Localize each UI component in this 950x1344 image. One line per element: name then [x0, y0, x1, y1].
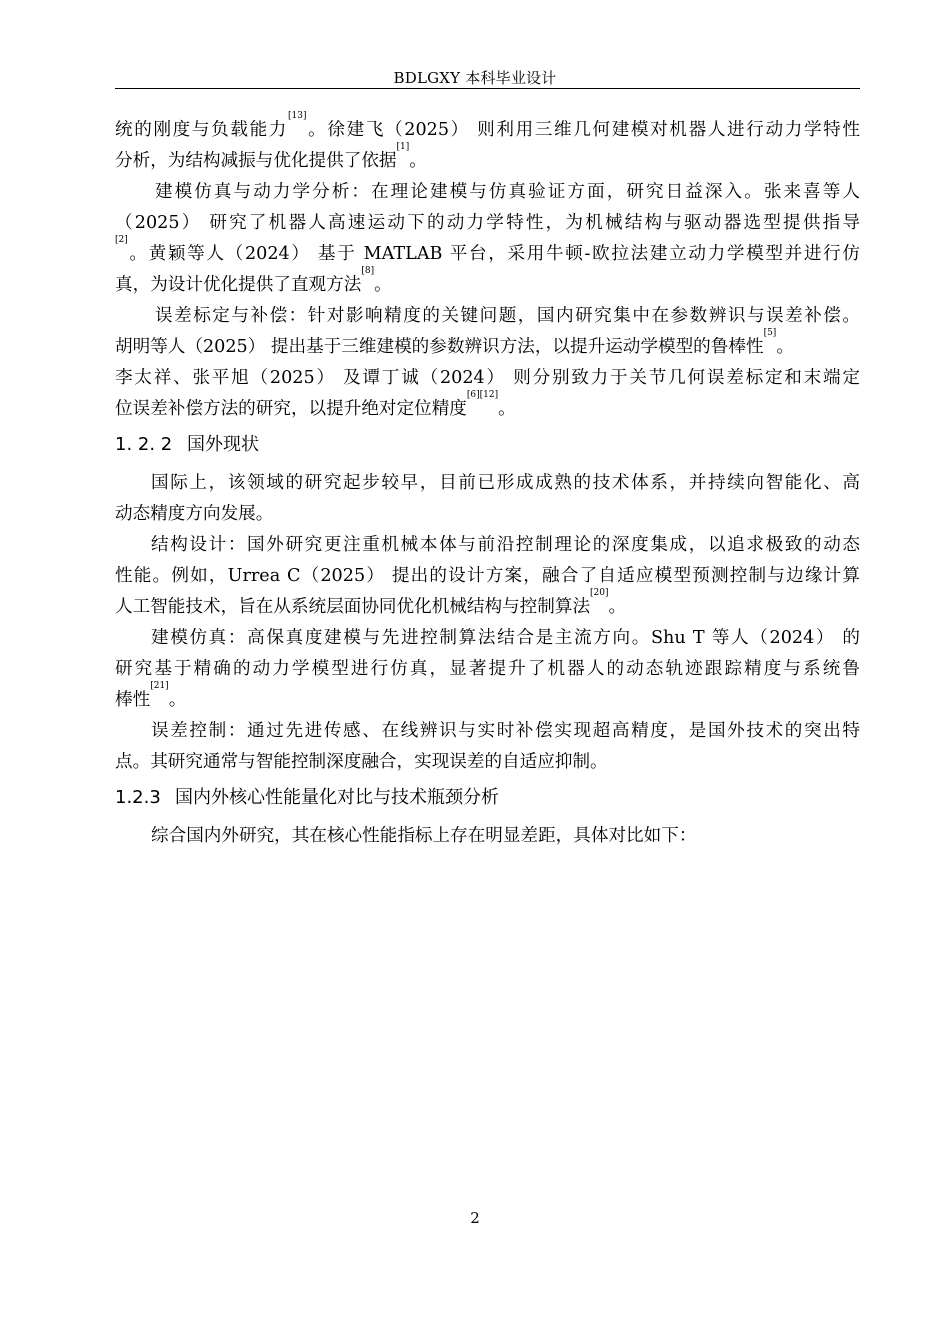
text-run: 建模仿真与动力学分析：在理论建模与仿真验证方面，研究日益深入。张来喜等人 [155, 182, 860, 202]
text-line [115, 390, 860, 421]
text-line [115, 824, 860, 848]
citation: [6][12] [466, 390, 499, 400]
text-run: 。 [498, 399, 516, 419]
text-run: 。 [409, 151, 427, 171]
citation: [20] [590, 588, 609, 598]
text-run: 。徐建飞（2025） 则利用三维几何建模对机器人进行动力学特性 [306, 120, 860, 140]
section-heading-1-2-3 [115, 786, 860, 810]
text-run: 李太祥、张平旭（2025） 及谭丁诚（2024） 则分别致力于关节几何误差标定和末端定 [115, 368, 860, 388]
paragraph-8 [115, 824, 860, 848]
section-title: 国内外核心性能量化对比与技术瓶颈分析 [175, 787, 499, 808]
paragraph-5 [115, 533, 860, 619]
text-line [115, 211, 860, 235]
text-run: 点。其研究通常与智能控制深度融合，实现误差的自适应抑制。 [115, 752, 608, 772]
text-line [115, 235, 860, 266]
text-run: 误差标定与补偿：针对影响精度的关键问题，国内研究集中在参数辨识与误差补偿。 [155, 306, 860, 326]
text-line [115, 626, 860, 650]
text-run: 人工智能技术，旨在从系统层面协同优化机械结构与控制算法 [115, 597, 591, 617]
page-number: 2 [470, 1209, 480, 1227]
text-line [115, 657, 860, 681]
text-line [115, 328, 860, 359]
text-line [115, 750, 860, 774]
text-run: 。黄颖等人（2024） 基于 MATLAB 平台，采用牛顿-欧拉法建立动力学模型并进行仿 [127, 244, 860, 264]
text-line [115, 719, 860, 743]
paragraph-7 [115, 719, 860, 774]
text-run: 。 [776, 337, 794, 357]
text-line [115, 502, 860, 526]
paragraph-1 [115, 111, 860, 173]
citation: [5] [763, 328, 777, 338]
text-line [115, 304, 860, 328]
text-run: 。 [608, 597, 627, 617]
section-number: 1.2.3 [115, 787, 161, 808]
text-line [115, 471, 860, 495]
text-line [115, 111, 860, 142]
text-run: 建模仿真：高保真度建模与先进控制算法结合是主流方向。Shu T 等人（2024） 的 [151, 628, 860, 648]
text-line [115, 180, 860, 204]
text-run: 误差控制：通过先进传感、在线辨识与实时补偿实现超高精度，是国外技术的突出特 [151, 721, 860, 741]
text-run: 棒性 [115, 690, 151, 710]
paragraph-2 [115, 180, 860, 297]
text-run: 动态精度方向发展。 [115, 504, 274, 524]
section-heading-1-2-2 [115, 433, 860, 457]
text-line [115, 533, 860, 557]
text-run: 研究基于精确的动力学模型进行仿真，显著提升了机器人的动态轨迹跟踪精度与系统鲁 [115, 659, 860, 679]
paragraph-4 [115, 471, 860, 526]
text-run: 结构设计：国外研究更注重机械本体与前沿控制理论的深度集成，以追求极致的动态 [151, 535, 860, 555]
text-line [115, 588, 860, 619]
text-run: 胡明等人（2025） 提出基于三维建模的参数辨识方法，以提升运动学模型的鲁棒性 [115, 337, 764, 357]
section-number: 1. 2. 2 [115, 434, 173, 455]
text-run: 国际上，该领域的研究起步较早，目前已形成成熟的技术体系，并持续向智能化、高 [151, 473, 860, 493]
text-run: 性能。例如，Urrea C（2025） 提出的设计方案，融合了自适应模型预测控制与边缘计算 [115, 566, 860, 586]
header-rule [115, 88, 860, 89]
text-run: 。 [168, 690, 187, 710]
section-title: 国外现状 [187, 434, 259, 455]
citation: [8] [361, 266, 375, 276]
paragraph-3 [115, 304, 860, 421]
citation: [13] [288, 111, 307, 121]
page-body [115, 111, 860, 855]
text-run: 分析，为结构减振与优化提供了依据 [115, 151, 397, 171]
text-line [115, 142, 860, 173]
text-run: 。 [374, 275, 392, 295]
paragraph-6 [115, 626, 860, 712]
text-run: 位误差补偿方法的研究，以提升绝对定位精度 [115, 399, 467, 419]
text-run: 真，为设计优化提供了直观方法 [115, 275, 362, 295]
text-line [115, 681, 860, 712]
text-line [115, 266, 860, 297]
text-line [115, 366, 860, 390]
text-run: 综合国内外研究，其在核心性能指标上存在明显差距，具体对比如下： [151, 826, 697, 846]
text-run: 统的刚度与负载能力 [115, 120, 289, 140]
citation: [2] [115, 235, 128, 245]
citation: [1] [396, 142, 410, 152]
page-header: BDLGXY 本科毕业设计 [393, 69, 557, 87]
text-run: （2025） 研究了机器人高速运动下的动力学特性，为机械结构与驱动器选型提供指导 [115, 213, 860, 233]
citation: [21] [150, 681, 169, 691]
text-line [115, 564, 860, 588]
